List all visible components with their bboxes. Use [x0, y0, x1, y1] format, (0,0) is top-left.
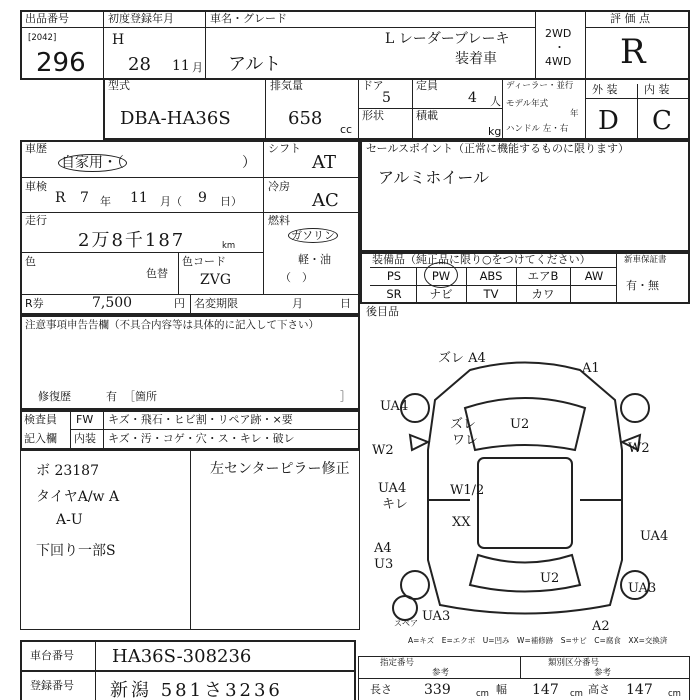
- reg-month: 11: [172, 58, 190, 74]
- displacement-label: 排気量: [270, 79, 303, 92]
- repair-label: 修復歴: [38, 390, 71, 403]
- capacity: 4: [468, 90, 477, 106]
- exterior-grade: D: [598, 106, 619, 136]
- rear-items-label: 後目品: [366, 305, 399, 318]
- ac-label: 冷房: [268, 180, 290, 193]
- displacement-unit: cc: [340, 123, 353, 136]
- color-change-label: 色替: [146, 267, 168, 280]
- sales-point-block: [360, 140, 690, 252]
- inspector-note-2: 左センターピラー修正: [210, 461, 350, 477]
- reg-month-unit: 月: [192, 61, 203, 74]
- fw-head: FW: [76, 413, 94, 426]
- width-label: 幅: [496, 683, 507, 696]
- shape-label: 形状: [362, 109, 384, 122]
- height-unit: cm: [668, 689, 681, 699]
- color-label: 色: [25, 255, 36, 268]
- inspector-note-4: A-U: [56, 512, 83, 528]
- shift-label: シフト: [268, 142, 301, 155]
- grade-line-2: 装着車: [455, 51, 497, 67]
- reg-year: 28: [128, 54, 151, 75]
- equip-ps: PS: [386, 269, 402, 283]
- mark-u3: U3: [374, 557, 394, 572]
- model-code: DBA-HA36S: [120, 108, 231, 129]
- inspection-year: 7: [80, 190, 89, 206]
- mark-w2-right: W2: [628, 441, 650, 456]
- fuel-paren: （ ）: [280, 271, 313, 284]
- displacement: 658: [288, 108, 323, 129]
- load-label: 積載: [416, 109, 438, 122]
- recycle-label: R券: [25, 297, 44, 310]
- mark-ua3-right: UA3: [628, 581, 657, 596]
- fuel-gas-circled: ガソリン: [288, 228, 338, 243]
- wheel-front-right: [621, 394, 649, 422]
- equip-airbag: エアB: [527, 269, 559, 283]
- mileage-unit: km: [222, 241, 236, 251]
- car-roof: [478, 458, 572, 548]
- chassis-number: HA36S-308236: [112, 646, 252, 667]
- fuel-light: 軽・油: [298, 253, 331, 266]
- exterior-label: 外 装: [592, 83, 618, 96]
- drive-2wd: 2WD: [545, 27, 572, 40]
- score-value: R: [620, 32, 646, 72]
- inspection-month: 11: [130, 190, 148, 206]
- color-code: ZVG: [200, 272, 232, 288]
- car-name: アルト: [228, 54, 282, 75]
- width-value: 147: [532, 682, 559, 698]
- spare-wheel: [393, 596, 417, 620]
- interior-head: 内装: [74, 432, 96, 445]
- lot-number-label: 出品番号: [25, 12, 69, 25]
- grade-line-1: L レーダーブレーキ: [385, 31, 510, 47]
- equip-navi: ナビ: [429, 287, 453, 301]
- mark-zure: ズレ: [450, 417, 477, 432]
- mark-u2-rear: U2: [540, 571, 560, 586]
- mark-w1-2: W1/2: [450, 483, 485, 498]
- damage-legend: A=キズ E=エクボ U=凹み W=補修跡 S=サビ C=腐食 XX=交換済: [408, 636, 668, 645]
- handle-label: ハンドル 左・右: [506, 124, 569, 134]
- inspection-day-unit: 日）: [220, 195, 242, 208]
- equip-aw: AW: [584, 269, 604, 283]
- type-number-label: 類別区分番号: [548, 658, 600, 668]
- sales-point-title: セールスポイント（正常に機能するものに限ります）: [366, 142, 630, 155]
- inspector-note-5: 下回り一部S: [36, 543, 116, 559]
- inspection-month-unit: 月（: [160, 195, 182, 208]
- capacity-unit: 人: [490, 95, 501, 108]
- warranty-label: 新車保証書: [624, 255, 667, 265]
- drive-dot: ・: [554, 41, 565, 54]
- sales-point-value: アルミホイール: [378, 168, 490, 187]
- doors-label: ドア: [362, 79, 384, 92]
- width-unit: cm: [570, 689, 583, 699]
- mark-kire: キレ: [382, 497, 408, 512]
- usage-close: ）: [242, 155, 256, 171]
- inspection-era: R: [55, 190, 66, 206]
- pw-circle: [424, 262, 458, 288]
- car-rear-window: [470, 555, 580, 592]
- shift-value: AT: [312, 152, 337, 173]
- repair-close: ］: [340, 390, 351, 403]
- length-unit: cm: [476, 689, 489, 699]
- mark-spare: スペア: [394, 619, 418, 628]
- repair-value: 有: [106, 390, 117, 403]
- usage-label: 車歴: [25, 142, 47, 155]
- reg-era: H: [112, 32, 125, 48]
- inspection-day: 9: [198, 190, 207, 206]
- load-unit: kg: [488, 125, 502, 138]
- expire-label: 名変期限: [194, 297, 238, 310]
- usage-value: [58, 152, 127, 172]
- wheel-rear-left: [401, 571, 429, 599]
- interior-label: 内 装: [644, 83, 670, 96]
- class-ref: 参考: [432, 668, 450, 678]
- ac-value: AC: [312, 190, 339, 211]
- color-code-label: 色コード: [182, 255, 226, 268]
- mark-a4-rear: A4: [374, 541, 392, 556]
- inspector-note-1: ボ 23187: [36, 463, 99, 479]
- interior-row: キズ・汚・コゲ・穴・ス・キレ・破レ: [108, 432, 295, 445]
- fuel-gas: [288, 230, 338, 242]
- fw-row: キズ・飛石・ヒビ割・リペア跡・×要: [108, 413, 293, 426]
- mileage-value: 2万8千187: [78, 230, 186, 251]
- expire-day-unit: 日: [340, 297, 351, 310]
- mark-ware: ワレ: [452, 433, 479, 448]
- lot-sub-label: [2042]: [28, 33, 57, 43]
- expire-month-unit: 月: [292, 297, 303, 310]
- inspector-label-2: 記入欄: [24, 432, 57, 445]
- car-diagram: [360, 330, 690, 630]
- equip-abs: ABS: [479, 269, 503, 283]
- car-name-label: 車名・グレード: [210, 12, 287, 25]
- inspection-year-unit: 年: [100, 195, 111, 208]
- mirror-left: [410, 435, 428, 450]
- interior-grade: C: [652, 106, 672, 136]
- year-unit: 年: [570, 109, 579, 119]
- mark-front-dent: ズレ A4: [438, 351, 486, 366]
- notes-title: 注意事項申告告欄（不具合内容等は具体的に記入して下さい）: [25, 319, 319, 331]
- equip-pw: PW: [431, 269, 451, 283]
- length-label: 長さ: [370, 683, 392, 696]
- recycle-yen: 円: [174, 297, 185, 310]
- mark-a2: A2: [592, 619, 610, 630]
- equip-leather: カワ: [531, 287, 555, 301]
- doors: 5: [382, 90, 391, 106]
- fuel-label: 燃料: [268, 214, 290, 227]
- length-value: 339: [424, 682, 451, 698]
- mark-u2-front: U2: [510, 417, 530, 432]
- capacity-label: 定員: [416, 79, 438, 92]
- mark-w2-left: W2: [372, 443, 394, 458]
- height-value: 147: [626, 682, 653, 698]
- lot-number: 296: [36, 48, 86, 78]
- mark-a1: A1: [582, 361, 600, 376]
- registration-number: 新潟 581さ3236: [110, 680, 283, 700]
- type-ref: 参考: [594, 668, 612, 678]
- inspector-note-3: タイヤA/w A: [36, 489, 120, 505]
- mark-ua4-right: UA4: [640, 529, 669, 544]
- mark-xx: XX: [452, 515, 471, 530]
- height-label: 高さ: [588, 683, 610, 696]
- class-number-label: 指定番号: [380, 658, 415, 668]
- chassis-label: 車台番号: [30, 649, 74, 662]
- mark-ua3-bottom: UA3: [422, 609, 451, 624]
- reg-year-label: 初度登録年月: [108, 12, 174, 25]
- model-label: 型式: [108, 79, 130, 92]
- model-year-label: モデル年式: [506, 99, 549, 109]
- dealer-label: ディーラー・並行: [506, 81, 574, 91]
- warranty-value: 有・無: [626, 279, 659, 292]
- recycle-amount: 7,500: [92, 295, 133, 311]
- registration-label: 登録番号: [30, 679, 74, 692]
- repair-place: ［箇所: [124, 390, 157, 403]
- drive-4wd: 4WD: [545, 55, 572, 68]
- mark-ua4-door: UA4: [378, 481, 407, 496]
- usage-private: 自家用・（: [58, 154, 127, 172]
- equipment-title: 装備品（純正品に限り○をつけてください）: [372, 253, 591, 266]
- inspection-label: 車検: [25, 180, 47, 193]
- mileage-label: 走行: [25, 214, 47, 227]
- mark-ua4-left: UA4: [380, 399, 409, 414]
- equip-tv: TV: [483, 287, 499, 301]
- equip-sr: SR: [386, 287, 402, 301]
- score-label: 評 価 点: [610, 12, 650, 25]
- inspector-label-1: 検査員: [24, 413, 57, 426]
